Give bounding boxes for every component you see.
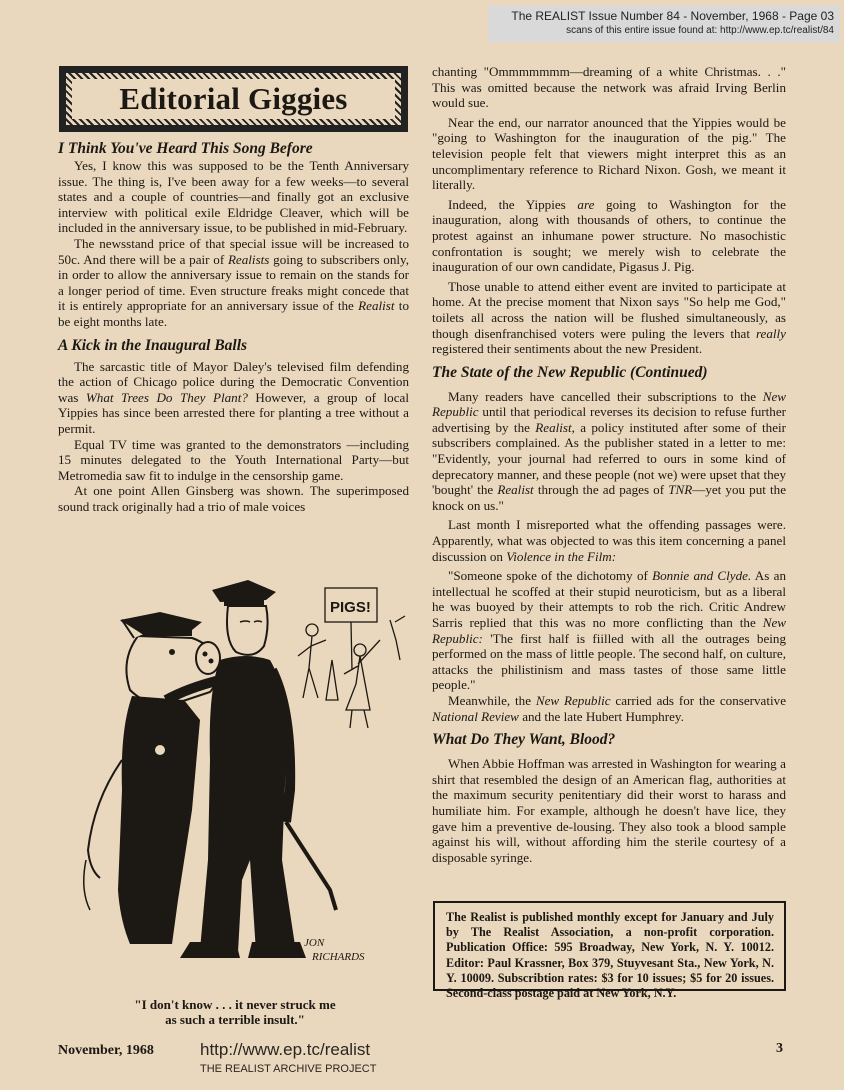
- section-heading-song: I Think You've Heard This Song Before: [58, 140, 313, 157]
- masthead-inner: [72, 79, 395, 119]
- paragraph: At one point Allen Ginsberg was shown. The superimposed sound track originally had a trio of male voices: [58, 483, 409, 514]
- right-column: [432, 64, 786, 865]
- artist-signature-line1: JON: [304, 937, 325, 949]
- masthead-title: Editorial Giggies: [119, 81, 348, 116]
- scan-title: The REALIST Issue Number 84 - November, 1968 - Page 03: [511, 9, 834, 23]
- scan-info-box: [488, 6, 840, 42]
- scan-link-text: scans of this entire issue found at: http://www.ep.tc/realist/84: [566, 25, 834, 36]
- paragraph: Those unable to attend either event are invited to participate at home. At the precise moment that Nixon says "So help me God," toilets all across the nation will be flushed simultaneously, as though disenfranchised voters were puling the levers that really registered their sentiments about the new President.: [432, 278, 786, 357]
- archive-project-label: THE REALIST ARCHIVE PROJECT: [200, 1063, 377, 1075]
- paragraph: Near the end, our narrator anounced that the Yippies would be "going to Washington for the inauguration of the pig." The television people felt that viewers might interpret this as an uncomplimentary reference to Richard Nixon. Gosh, we meant it literally.: [432, 114, 786, 193]
- paragraph: chanting "Ommmmmmm—dreaming of a white Christmas. . ." This was omitted because the network was afraid Irving Berlin would sue.: [432, 64, 786, 111]
- paragraph: Many readers have cancelled their subscriptions to the New Republic until that periodical reverses its decision to refuse further advertising by the Realist, a policy instituted after some of their subscribers complained. As the publisher stated in a letter to me: "Evidently, your journal had referred to ours in some kind of deprecatory manner, and these people (not we) were upset that they 'bought' the Realist through the ad pages of TNR—yet you put the knock on us.": [432, 388, 787, 513]
- paragraph: Indeed, the Yippies are going to Washington for the inauguration, along with thousands of others, to continue the protest against an inhumane power structure. No masochistic confrontation is sought; we merely wish to celebrate the inauguration of our own candidate, Pigasus J. Pig.: [432, 196, 786, 275]
- artist-signature-line2: RICHARDS: [312, 951, 365, 963]
- paragraph: Yes, I know this was supposed to be the Tenth Anniversary issue. The thing is, I've been away for a few weeks—to several states and a couple of countries—and finally got an exclusive interview with political exile Eldridge Cleaver, which will be included in the anniversary issue, to be published in mid-February.: [58, 158, 409, 236]
- archive-url-link[interactable]: http://www.ep.tc/realist: [200, 1040, 371, 1059]
- section-heading-inaugural: A Kick in the Inaugural Balls: [58, 336, 248, 354]
- cartoon-caption: "I don't know . . . it never struck me as such a terrible insult.": [134, 997, 336, 1027]
- paragraph: "Someone spoke of the dichotomy of Bonnie and Clyde. As an intellectual he scoffed at their stupid neuroticism, but as a liberal he was buoyed by their attempts to rob the rich. Critic Andrew Sarris replied that this was no more conflicting than the New Republic: 'The first half is fiilled with all the outrages being performed on the mass of little people. The second half, on culture, attacks the philistinism and mass tastes of those same little people.": [432, 568, 786, 693]
- left-column: [58, 140, 409, 514]
- paragraph: The sarcastic title of Mayor Daley's televised film defending the action of Chicago police during the Democratic Convention was What Trees Do They Plant? However, a group of local Yippies has since been arrested there for planting a tree without a permit.: [58, 358, 409, 436]
- page-number: 3: [776, 1041, 783, 1056]
- paragraph: When Abbie Hoffman was arrested in Washington for wearing a shirt that resembled the design of an American flag, authorities at the maximum security penitentiary did their worst to harass and humiliate him. For example, although he doesn't have lice, they gave him a preventive de-lousing. They also took a blood sample against his will, without affording him the sterile courtesy of a disposable syringe.: [432, 756, 786, 865]
- paragraph: Last month I misreported what the offending passages were. Apparently, what was objected to was this item concerning a panel discussion on Violence in the Film:: [432, 517, 786, 564]
- footer-date: November, 1968: [58, 1043, 154, 1058]
- protest-sign-text: PIGS!: [330, 599, 371, 616]
- paragraph: The newsstand price of that special issue will be increased to 50c. And there will be a pair of Realists going to subscribers only, in order to allow the anniversary issue to remain on the stands for a longer period of time. Even structure freaks might concede that it is entirely appropriate for an anniversary issue of the Realist to be eight months late.: [58, 235, 410, 329]
- pig-cop-cartoon: [60, 560, 410, 990]
- publication-notice-box: The Realist is published monthly except for January and July by The Realist Association, a non-profit corporation. Publication Office: 595 Broadway, New York, N. Y. 10012. Editor: Paul Krassner, Box 379, Stuyvesant Sta., New York, N. Y. 10009. Subscribtion rates: $3 for 10 issues; $5 for 20 issues. Second-class postage paid at New York, N.Y.: [433, 901, 786, 991]
- section-heading-new-republic: The State of the New Republic (Continued): [432, 363, 708, 381]
- section-heading-blood: What Do They Want, Blood?: [432, 731, 616, 749]
- paragraph: Meanwhile, the New Republic carried ads for the conservative National Review and the late Hubert Humphrey.: [432, 692, 786, 724]
- paragraph: Equal TV time was granted to the demonstrators —including 15 minutes delegated to the Youth International Party—but Metromedia saw fit to indulge in the censorship game.: [58, 436, 409, 483]
- editorial-masthead: [59, 66, 408, 132]
- pig-cop-figure: [84, 612, 220, 944]
